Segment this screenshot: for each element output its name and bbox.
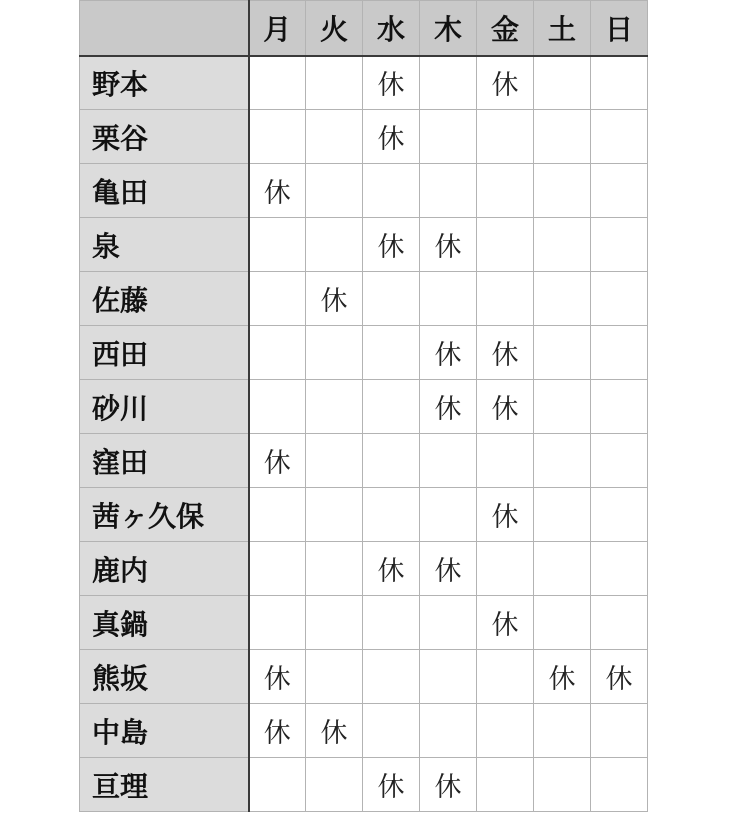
employee-name: 茜ヶ久保: [80, 488, 249, 542]
day-off-cell: [420, 56, 477, 110]
day-off-cell: [591, 56, 648, 110]
day-off-cell: [306, 542, 363, 596]
table-row: [80, 326, 648, 380]
day-off-cell: [534, 380, 591, 434]
day-off-cell: [591, 272, 648, 326]
day-off-cell: 休: [420, 380, 477, 434]
table-row: [80, 164, 648, 218]
day-off-cell: 休: [306, 272, 363, 326]
day-off-cell: [534, 326, 591, 380]
day-off-cell: [591, 326, 648, 380]
table-row: [80, 434, 648, 488]
day-off-cell: 休: [420, 758, 477, 812]
day-off-cell: [591, 110, 648, 164]
day-off-cell: [534, 596, 591, 650]
employee-name: 窪田: [80, 434, 249, 488]
day-off-cell: [420, 596, 477, 650]
day-off-cell: [249, 272, 306, 326]
day-off-cell: [363, 164, 420, 218]
table-row: [80, 218, 648, 272]
employee-name: 亀田: [80, 164, 249, 218]
day-off-cell: [477, 434, 534, 488]
day-off-cell: [363, 704, 420, 758]
day-off-cell: [534, 272, 591, 326]
day-off-cell: [534, 758, 591, 812]
day-off-cell: [363, 380, 420, 434]
day-off-cell: [363, 272, 420, 326]
holiday-schedule-table: [79, 0, 648, 812]
day-off-cell: [591, 488, 648, 542]
day-off-cell: [249, 110, 306, 164]
day-off-cell: [306, 434, 363, 488]
table-row: [80, 380, 648, 434]
day-header-sun: 日: [591, 1, 648, 56]
day-off-cell: [249, 596, 306, 650]
day-off-cell: [249, 218, 306, 272]
day-off-cell: [591, 164, 648, 218]
day-off-cell: 休: [363, 56, 420, 110]
day-off-cell: 休: [534, 650, 591, 704]
day-off-cell: 休: [249, 434, 306, 488]
day-off-cell: [306, 218, 363, 272]
day-off-cell: [249, 542, 306, 596]
day-off-cell: [477, 704, 534, 758]
day-off-cell: [306, 488, 363, 542]
day-off-cell: 休: [420, 542, 477, 596]
table-row: [80, 272, 648, 326]
day-off-cell: 休: [249, 650, 306, 704]
employee-name: 鹿内: [80, 542, 249, 596]
day-off-cell: [420, 488, 477, 542]
day-off-cell: [420, 704, 477, 758]
day-off-cell: [591, 758, 648, 812]
day-off-cell: [249, 488, 306, 542]
day-off-cell: 休: [363, 758, 420, 812]
day-off-cell: [363, 326, 420, 380]
day-off-cell: [363, 650, 420, 704]
day-off-cell: [591, 596, 648, 650]
table-row: [80, 758, 648, 812]
day-header-thu: 木: [420, 1, 477, 56]
day-off-cell: [306, 110, 363, 164]
employee-name: 泉: [80, 218, 249, 272]
day-off-cell: [363, 596, 420, 650]
day-off-cell: [477, 110, 534, 164]
day-off-cell: 休: [420, 326, 477, 380]
day-off-cell: [477, 272, 534, 326]
day-off-cell: [249, 56, 306, 110]
day-off-cell: 休: [591, 650, 648, 704]
table-row: [80, 110, 648, 164]
day-off-cell: [249, 758, 306, 812]
day-off-cell: [306, 380, 363, 434]
day-off-cell: [591, 380, 648, 434]
table-row: [80, 542, 648, 596]
table-row: [80, 56, 648, 110]
day-off-cell: [591, 704, 648, 758]
day-off-cell: [477, 542, 534, 596]
day-off-cell: [306, 326, 363, 380]
employee-name: 砂川: [80, 380, 249, 434]
day-off-cell: [363, 434, 420, 488]
day-off-cell: [477, 758, 534, 812]
table-row: [80, 488, 648, 542]
employee-name: 野本: [80, 56, 249, 110]
day-off-cell: [534, 434, 591, 488]
day-off-cell: [534, 218, 591, 272]
employee-name: 西田: [80, 326, 249, 380]
day-off-cell: 休: [249, 164, 306, 218]
day-header-wed: 水: [363, 1, 420, 56]
day-off-cell: [306, 596, 363, 650]
employee-name: 栗谷: [80, 110, 249, 164]
day-off-cell: [306, 56, 363, 110]
table-row: [80, 596, 648, 650]
day-off-cell: [534, 56, 591, 110]
day-off-cell: [534, 704, 591, 758]
day-header-fri: 金: [477, 1, 534, 56]
day-off-cell: 休: [477, 326, 534, 380]
employee-name: 真鍋: [80, 596, 249, 650]
day-off-cell: [306, 164, 363, 218]
table-row: [80, 704, 648, 758]
day-off-cell: [591, 218, 648, 272]
employee-name: 佐藤: [80, 272, 249, 326]
day-off-cell: [306, 650, 363, 704]
day-off-cell: 休: [477, 488, 534, 542]
day-off-cell: [249, 326, 306, 380]
day-off-cell: 休: [363, 218, 420, 272]
day-off-cell: 休: [363, 110, 420, 164]
day-off-cell: [534, 110, 591, 164]
employee-name: 亘理: [80, 758, 249, 812]
day-off-cell: [420, 272, 477, 326]
day-header-mon: 月: [249, 1, 306, 56]
day-off-cell: [477, 650, 534, 704]
day-off-cell: [534, 488, 591, 542]
day-header-sat: 土: [534, 1, 591, 56]
day-off-cell: [249, 380, 306, 434]
day-off-cell: [420, 434, 477, 488]
header-row: [80, 1, 648, 56]
schedule-body: [80, 56, 648, 812]
day-off-cell: 休: [363, 542, 420, 596]
corner-cell: [80, 1, 249, 56]
day-off-cell: 休: [420, 218, 477, 272]
employee-name: 中島: [80, 704, 249, 758]
day-off-cell: 休: [249, 704, 306, 758]
day-off-cell: [420, 110, 477, 164]
day-off-cell: [477, 218, 534, 272]
employee-name: 熊坂: [80, 650, 249, 704]
day-off-cell: [477, 164, 534, 218]
day-off-cell: [534, 164, 591, 218]
table-row: [80, 650, 648, 704]
day-off-cell: [591, 542, 648, 596]
day-header-tue: 火: [306, 1, 363, 56]
day-off-cell: 休: [477, 596, 534, 650]
day-off-cell: [534, 542, 591, 596]
day-off-cell: [420, 650, 477, 704]
day-off-cell: [420, 164, 477, 218]
day-off-cell: [591, 434, 648, 488]
day-off-cell: [363, 488, 420, 542]
day-off-cell: [306, 758, 363, 812]
day-off-cell: 休: [477, 380, 534, 434]
day-off-cell: 休: [477, 56, 534, 110]
day-off-cell: 休: [306, 704, 363, 758]
